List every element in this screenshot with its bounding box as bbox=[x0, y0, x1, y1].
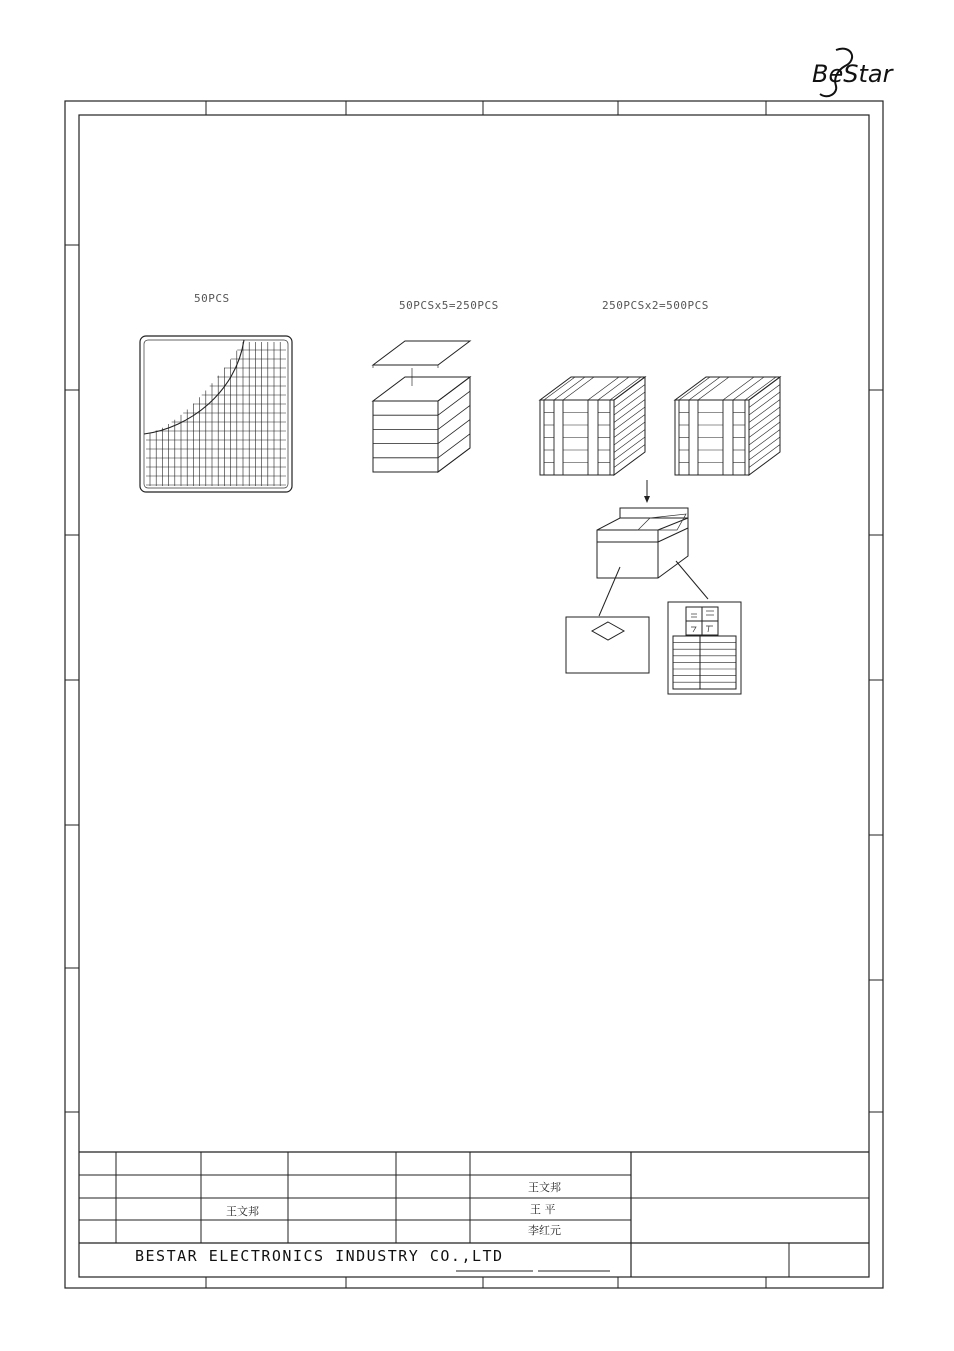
company-name: BESTAR ELECTRONICS INDUSTRY CO.,LTD bbox=[135, 1247, 504, 1265]
strapped-blocks-right bbox=[675, 377, 780, 475]
title-block bbox=[79, 1152, 869, 1277]
logo-text: BeStar bbox=[812, 60, 893, 88]
title-name-1: 王文邦 bbox=[528, 1181, 561, 1194]
title-name-4: 王文邦 bbox=[226, 1205, 259, 1218]
stacked-trays-illustration bbox=[373, 341, 470, 472]
carton-box-illustration bbox=[597, 508, 708, 616]
drawing-frame bbox=[65, 101, 883, 1288]
bestar-logo bbox=[812, 49, 895, 97]
tray-illustration bbox=[140, 336, 292, 492]
stack-quantity-label: 50PCSx5=250PCS bbox=[399, 299, 499, 312]
carton-front-label bbox=[668, 602, 741, 694]
box-quantity-label: 250PCSx2=500PCS bbox=[602, 299, 709, 312]
tray-quantity-label: 50PCS bbox=[194, 292, 230, 305]
arrow-down-icon bbox=[644, 480, 650, 503]
strapped-blocks-left bbox=[540, 377, 645, 475]
title-name-3: 李红元 bbox=[528, 1224, 561, 1237]
title-name-2: 王 平 bbox=[530, 1203, 556, 1216]
carton-side-label bbox=[566, 617, 649, 673]
